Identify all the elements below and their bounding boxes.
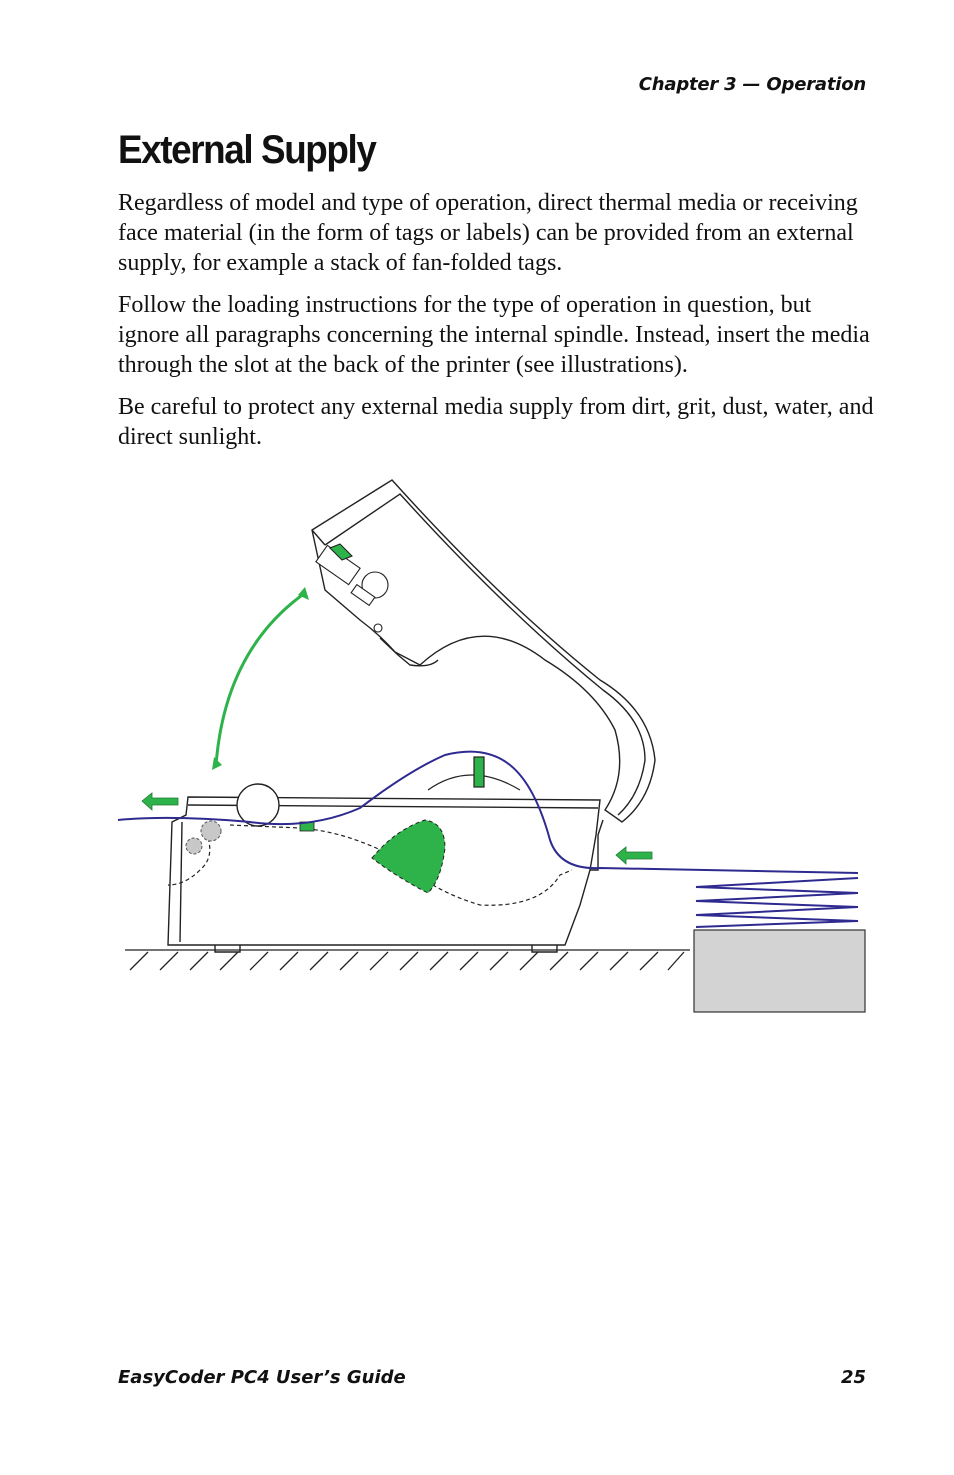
printer-external-supply-illustration (110, 470, 870, 1020)
paragraph-1: Regardless of model and type of operation, direct thermal media or receiving face material (in the form of tags or labels) can be provided from an external supply, for example a stack of fan-folded tags. (118, 190, 858, 276)
fan-fold-stack (696, 878, 858, 927)
lid-swing-arrow-icon (216, 593, 305, 765)
paragraph-2: Follow the loading instructions for the type of operation in question, but ignore all paragraphs concerning the internal spindle. Instead, insert the media through the slot at the back of the printer (see illustrations). (118, 292, 870, 378)
tiny-roller (186, 838, 202, 854)
large-roller (237, 784, 279, 826)
section-title: External Supply (118, 128, 376, 172)
running-header: Chapter 3 — Operation (638, 74, 866, 95)
exit-arrow-icon (142, 793, 178, 810)
footer-guide-title: EasyCoder PC4 User’s Guide (118, 1367, 406, 1388)
entry-arrow-icon (616, 847, 652, 864)
supply-box (694, 930, 865, 1012)
page-number: 25 (840, 1367, 866, 1388)
paragraph-3: Be careful to protect any external media supply from dirt, grit, dust, water, and direct sunlight. (118, 394, 874, 450)
floor (125, 950, 690, 970)
small-roller (201, 821, 221, 841)
